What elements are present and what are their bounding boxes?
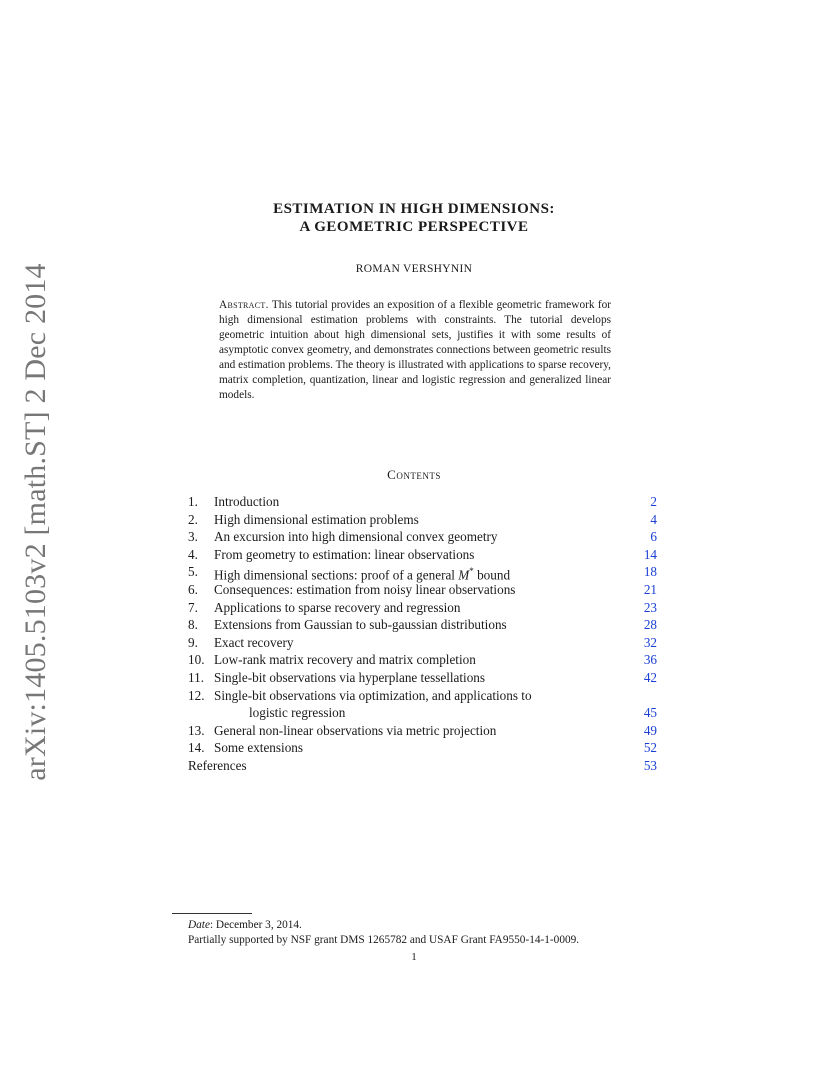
toc-page-link[interactable]: 42 <box>643 669 657 685</box>
abstract-text: This tutorial provides an exposition of a flexible geometric framework for high dimensional estimation problems with constraints. The tutorial develops geometric intuition about high dimensional sets, justifies it with some results of asymptotic convex geometry, and demonstrates connections between geometric results and estimation problems. The theory is illustrated with applications to sparse recovery, matrix completion, quantization, linear and logistic regression and generalized linear models. <box>219 299 611 401</box>
toc-number: 6. <box>188 581 198 597</box>
toc-page-link[interactable]: 18 <box>643 564 657 580</box>
toc-title: Some extensions <box>214 740 304 756</box>
toc-number: 3. <box>188 529 198 545</box>
author-name: ROMAN VERSHYNIN <box>355 263 473 275</box>
toc-page-link[interactable]: 36 <box>643 652 657 668</box>
toc-number: 5. <box>188 564 198 580</box>
toc-page-link[interactable]: 52 <box>643 740 657 756</box>
toc-row <box>188 687 657 705</box>
toc-number: 12. <box>188 687 205 703</box>
toc-row <box>188 563 657 581</box>
toc-row <box>188 599 657 617</box>
toc-page-link[interactable]: 23 <box>643 599 657 615</box>
toc-row <box>188 511 657 529</box>
footnote-date <box>188 919 302 931</box>
toc-row <box>188 616 657 634</box>
toc-title: Low-rank matrix recovery and matrix completion <box>214 652 476 668</box>
toc-title: Exact recovery <box>214 634 294 650</box>
toc-row <box>188 669 657 687</box>
toc-title: General non-linear observations via metric projection <box>214 722 497 738</box>
paper-title-line2: A GEOMETRIC PERSPECTIVE <box>299 219 529 235</box>
toc-number: 7. <box>188 599 198 615</box>
paper-title-line1: ESTIMATION IN HIGH DIMENSIONS: <box>273 201 555 217</box>
toc-page-link[interactable]: 6 <box>650 529 657 545</box>
toc-title: Single-bit observations via hyperplane tessellations <box>214 669 486 685</box>
toc-row <box>188 722 657 740</box>
toc-title-continuation: logistic regression <box>249 705 346 721</box>
toc-row-references <box>188 757 657 775</box>
toc-row <box>188 493 657 511</box>
toc-number: 4. <box>188 546 198 562</box>
table-of-contents <box>188 493 657 775</box>
footnote-rule <box>172 913 252 914</box>
toc-title: Consequences: estimation from noisy linear observations <box>214 581 516 597</box>
footnote-date-value: : December 3, 2014. <box>209 919 302 931</box>
toc-row <box>188 528 657 546</box>
toc-number: 1. <box>188 494 198 509</box>
toc-page-link[interactable]: 49 <box>643 722 657 738</box>
toc-page-link[interactable]: 28 <box>643 617 657 633</box>
toc-row <box>188 651 657 669</box>
toc-title: An excursion into high dimensional convex geometry <box>214 529 498 545</box>
abstract-label: Abstract. <box>219 299 269 311</box>
toc-number: 9. <box>188 634 198 650</box>
arxiv-stamp-text: arXiv:1405.5103v2 [math.ST] 2 Dec 2014 <box>19 263 52 781</box>
toc-title: High dimensional sections: proof of a general M* bound <box>214 566 511 583</box>
toc-row <box>188 739 657 757</box>
abstract <box>219 298 611 403</box>
toc-title: From geometry to estimation: linear observations <box>214 546 475 562</box>
toc-page-link[interactable]: 53 <box>643 757 657 773</box>
page-number: 1 <box>411 951 417 963</box>
toc-title: Applications to sparse recovery and regression <box>214 599 461 615</box>
toc-page-link[interactable]: 2 <box>650 494 657 509</box>
toc-title: High dimensional estimation problems <box>214 511 419 527</box>
toc-row <box>188 546 657 564</box>
toc-title: Single-bit observations via optimization, and applications to <box>214 687 532 703</box>
toc-number: 8. <box>188 617 198 633</box>
contents-heading: Contents <box>387 467 441 482</box>
toc-number: 2. <box>188 511 198 527</box>
toc-page-link[interactable]: 32 <box>643 634 657 650</box>
toc-number: 14. <box>188 740 205 756</box>
toc-title: Extensions from Gaussian to sub-gaussian distributions <box>214 617 507 633</box>
toc-row <box>188 634 657 652</box>
toc-page-link[interactable]: 4 <box>650 511 657 527</box>
toc-number: 11. <box>188 669 204 685</box>
footnote-date-label: Date <box>188 919 210 931</box>
toc-page-link[interactable]: 21 <box>643 581 657 597</box>
footnote-support: Partially supported by NSF grant DMS 1265782 and USAF Grant FA9550-14-1-0009. <box>188 934 580 946</box>
toc-number: 10. <box>188 652 205 668</box>
toc-page-link[interactable]: 45 <box>643 705 657 721</box>
toc-number: 13. <box>188 722 205 738</box>
toc-references-title: References <box>188 757 247 773</box>
toc-title: Introduction <box>214 494 280 509</box>
toc-row-continuation <box>188 704 657 722</box>
toc-row <box>188 581 657 599</box>
toc-page-link[interactable]: 14 <box>643 546 657 562</box>
